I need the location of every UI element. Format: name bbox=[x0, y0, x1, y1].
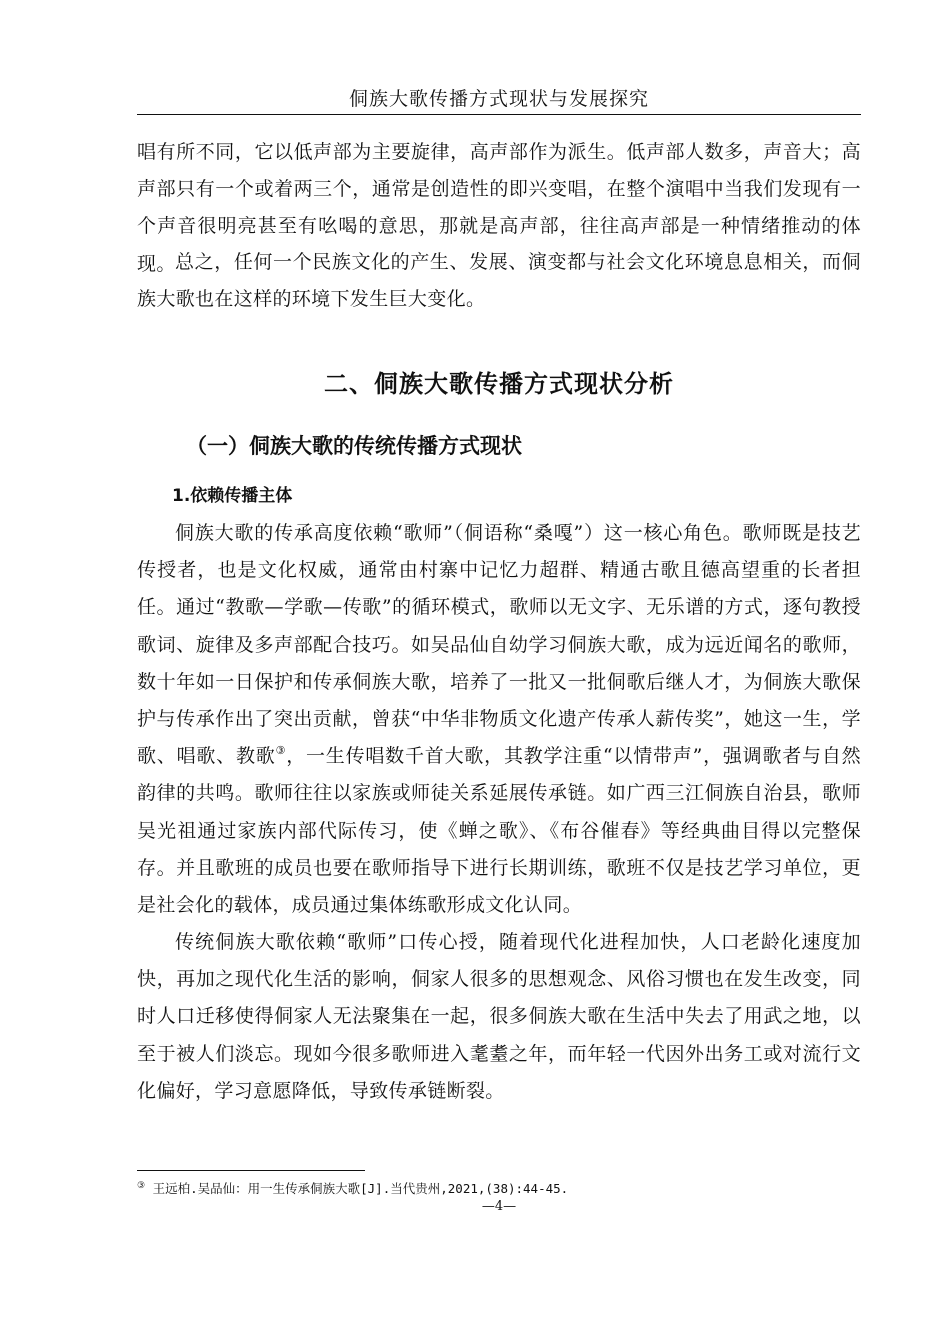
paragraph-continued: 唱有所不同，它以低声部为主要旋律，高声部作为派生。低声部人数多，声音大；高声部只有一个或着两三个，通常是创造性的即兴变唱，在整个演唱中当我们发现有一个声音很明亮甚至有吆喝的意思，那就是高声部，往往高声部是一种情绪推动的体现。 bbox=[137, 141, 861, 275]
section-heading: 二、侗族大歌传播方式现状分析 bbox=[324, 370, 674, 398]
header-divider bbox=[137, 114, 861, 115]
footnote-marker: ③ bbox=[137, 1181, 146, 1191]
page-number: —4— bbox=[481, 1199, 517, 1214]
paragraph-singing-master bbox=[137, 515, 861, 924]
footnote-reference[interactable]: ③ bbox=[275, 744, 287, 758]
footnote-divider bbox=[137, 1170, 365, 1171]
paragraph-oral-transmission: 传统侗族大歌依赖“歌师”口传心授，随着现代化进程加快，人口老龄化速度加快，再加之现代化生活的影响，侗家人很多的思想观念、风俗习惯也在发生改变，同时人口迁移使得侗家人无法聚集在一起，很多侗族大歌在生活中失去了用武之地，以至于被人们淡忘。现如今很多歌师进入耄耋之年，而年轻一代因外出务工或对流行文化偏好，学习意愿降低，导致传承链断裂。 bbox=[137, 931, 861, 1102]
subsubsection-heading: 1.依赖传播主体 bbox=[172, 486, 293, 506]
paragraph-text-part-2: ，一生传唱数千首大歌，其教学注重“以情带声”，强调歌者与自然韵律的共鸣。歌师往往以家族或师徒关系延展传承链。如广西三江侗族自治县，歌师吴光祖通过家族内部代际传习，使《蝉之歌》、《布谷催春》等经典曲目得以完整保存。并且歌班的成员也要在歌师指导下进行长期训练，歌班不仅是技艺学习单位，更是社会化的载体，成员通过集体练歌形成文化认同。 bbox=[137, 745, 861, 917]
footnote bbox=[137, 1180, 861, 1198]
subsection-heading: （一）侗族大歌的传统传播方式现状 bbox=[186, 434, 522, 458]
paragraph-text-part-1: 侗族大歌的传承高度依赖“歌师”（侗语称“桑嘎”）这一核心角色。歌师既是技艺传授者，也是文化权威，通常由村寨中记忆力超群、精通古歌且德高望重的长者担任。通过“教歌—学歌—传歌”的循环模式，歌师以无文字、无乐谱的方式，逐句教授歌词、旋律及多声部配合技巧。如吴品仙自幼学习侗族大歌，成为远近闻名的歌师，数十年如一日保护和传承侗族大歌，培养了一批又一批侗歌后继人才，为侗族大歌保护与传承作出了突出贡献，曾获“中华非物质文化遗产传承人薪传奖”，她这一生，学歌、唱歌、教歌 bbox=[137, 522, 861, 768]
footnote-text: 王远柏.吴品仙：用一生传承侗族大歌[J].当代贵州,2021,(38):44-45. bbox=[152, 1181, 569, 1196]
paragraph-summary: 总之，任何一个民族文化的产生、发展、演变都与社会文化环境息息相关，而侗族大歌也在这样的环境下发生巨大变化。 bbox=[137, 251, 861, 311]
running-header: 侗族大歌传播方式现状与发展探究 bbox=[348, 88, 649, 110]
